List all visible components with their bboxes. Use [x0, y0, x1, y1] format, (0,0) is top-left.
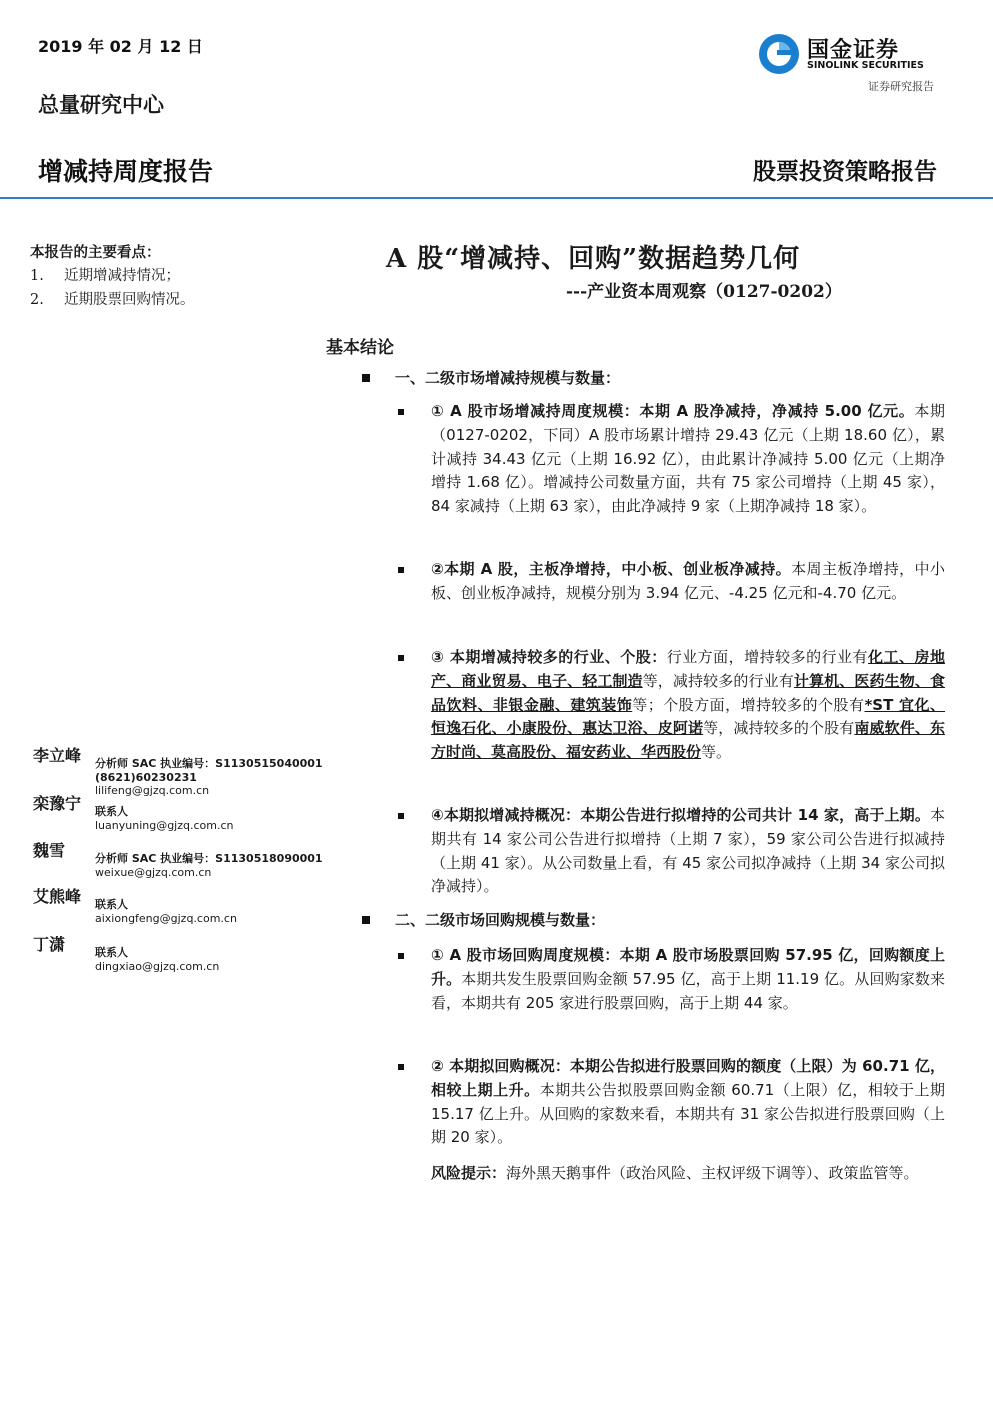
department: 总量研究中心 [38, 92, 164, 117]
key-point-item [30, 288, 195, 312]
paragraph [431, 804, 945, 899]
industry-list-up: 化工、房地产、商业贸易、电子、轻工制造 [431, 648, 945, 690]
square-bullet-icon [398, 813, 404, 819]
section-heading: 二、二级市场回购规模与数量： [395, 911, 606, 929]
paragraph-text: 本期（0127-0202，下同）A 股市场累计增持 29.43 亿元（上期 18.60 亿），累计减持 34.43 亿元（上期 16.92 亿），由此累计净减持 5.00 亿元（上期净增持 1.68 亿）。增减持公司数量方面，共有 75 家公司增持（上期 45 家），84 家减持（上期 63 家），由此净减持 9 家（上期净减持 18 家）。 [431, 402, 945, 516]
analyst-role: 分析师 SAC 执业编号：S1130518090001 [95, 852, 323, 865]
square-bullet-icon [398, 567, 404, 573]
paragraph-lead: ① A 股市场回购周度规模：本期 A 股市场股票回购 57.95 亿，回购额度上升。 [431, 946, 945, 988]
analyst-role: 联系人 [95, 805, 128, 818]
paragraph-text: 等。 [701, 743, 732, 762]
report-title: 增减持周度报告 [38, 157, 214, 186]
paragraph-lead: ① A 股市场增减持周度规模：本期 A 股净减持，净减持 5.00 亿元。 [431, 402, 915, 420]
analyst-role: 联系人 [95, 898, 128, 911]
list-number: 2. [30, 292, 44, 308]
industry-list-down: 计算机、医药生物、食品饮料、非银金融、建筑装饰 [431, 671, 945, 714]
analyst-email[interactable]: lilifeng@gjzq.com.cn [95, 784, 210, 797]
square-bullet-icon [362, 916, 370, 924]
stock-list-up: *ST 宜化、恒逸石化、小康股份、惠达卫浴、皮阿诺 [431, 695, 945, 738]
paragraph-text: 本周主板净增持，中小板、创业板净减持，规模分别为 3.94 亿元、-4.25 亿元和-4.70 亿元。 [431, 560, 945, 602]
paragraph-lead: ④本期拟增减持概况：本期公告进行拟增持的公司共计 14 家，高于上期。 [431, 806, 930, 824]
paragraph-text: 本期共公告拟股票回购金额 60.71（上限）亿，相较于上期 15.17 亿上升。从回购的家数来看，本期共有 31 家公告拟进行股票回购（上期 20 家）。 [431, 1080, 945, 1147]
report-date: 2019 年 02 月 12 日 [38, 37, 203, 56]
section-heading: 一、二级市场增减持规模与数量： [395, 369, 621, 387]
square-bullet-icon [398, 655, 404, 661]
square-bullet-icon [398, 953, 404, 959]
subheadline: ---产业资本周观察（0127-0202） [566, 282, 842, 302]
report-type: 股票投资策略报告 [753, 158, 937, 185]
risk-text: 海外黑天鹅事件（政治风险、主权评级下调等）、政策监管等。 [506, 1164, 919, 1182]
analyst-email[interactable]: aixiongfeng@gjzq.com.cn [95, 911, 237, 925]
list-text: 近期股票回购情况。 [64, 292, 195, 308]
paragraph [431, 400, 945, 519]
risk-warning [431, 1162, 945, 1186]
paragraph [431, 944, 945, 1015]
logo-mark-icon [757, 32, 801, 76]
logo-english-name: SINOLINK SECURITIES [807, 60, 924, 71]
list-number: 1. [30, 268, 44, 284]
header-divider [0, 197, 993, 199]
analyst-name: 魏雪 [33, 841, 66, 860]
paragraph-text: 本期共发生股票回购金额 57.95 亿，高于上期 11.19 亿。从回购家数来看，本期共有 205 家进行股票回购，高于上期 44 家。 [431, 969, 945, 1012]
square-bullet-icon [398, 409, 404, 415]
analyst-role: 分析师 SAC 执业编号：S1130515040001 [95, 757, 323, 770]
key-points-title: 本报告的主要看点： [30, 244, 161, 261]
stock-list-down: 南威软件、东方时尚、莫高股份、福安药业、华西股份 [431, 719, 945, 762]
paragraph-text: 等；个股方面，增持较多的个股有 [632, 695, 865, 714]
risk-label: 风险提示： [431, 1164, 507, 1182]
logo-subtitle: 证券研究报告 [868, 80, 934, 93]
analyst-name: 丁潇 [33, 935, 66, 954]
paragraph-lead: ②本期 A 股，主板净增持，中小板、创业板净减持。 [431, 560, 792, 578]
analyst-phone: (8621)60230231 [95, 770, 197, 784]
square-bullet-icon [362, 374, 370, 382]
paragraph [431, 646, 945, 765]
conclusion-label: 基本结论 [326, 338, 394, 358]
analyst-email[interactable]: dingxiao@gjzq.com.cn [95, 959, 220, 973]
paragraph-lead: ② 本期拟回购概况：本期公告拟进行股票回购的额度（上限）为 60.71 亿，相较上期上升。 [431, 1057, 945, 1099]
list-text: 近期增减持情况； [64, 268, 180, 284]
analyst-email[interactable]: weixue@gjzq.com.cn [95, 865, 212, 879]
company-logo [757, 32, 943, 76]
headline: A 股“增减持、回购”数据趋势几何 [386, 244, 801, 274]
key-point-item [30, 264, 195, 288]
paragraph-text: 本期共有 14 家公司公告进行拟增持（上期 7 家），59 家公司公告进行拟减持（上期 41 家）。从公司数量上看，有 45 家公司拟净减持（上期 34 家公司拟净减持）。 [431, 806, 945, 896]
analyst-name: 艾熊峰 [33, 887, 82, 906]
paragraph-text: 等，减持较多的个股有 [703, 719, 855, 738]
paragraph-text: 行业方面，增持较多的行业有 [666, 648, 869, 666]
analyst-role: 联系人 [95, 946, 128, 959]
paragraph-lead: ③ 本期增减持较多的行业、个股： [431, 648, 667, 666]
analyst-email[interactable]: luanyuning@gjzq.com.cn [95, 818, 234, 832]
analyst-name: 栾豫宁 [33, 794, 82, 813]
paragraph [431, 1055, 945, 1150]
analyst-name: 李立峰 [33, 746, 82, 765]
paragraph-text: 等，减持较多的行业有 [642, 671, 794, 690]
key-points-list [30, 264, 195, 312]
paragraph [431, 558, 945, 606]
square-bullet-icon [398, 1064, 404, 1070]
logo-chinese-name: 国金证券 [807, 38, 900, 63]
